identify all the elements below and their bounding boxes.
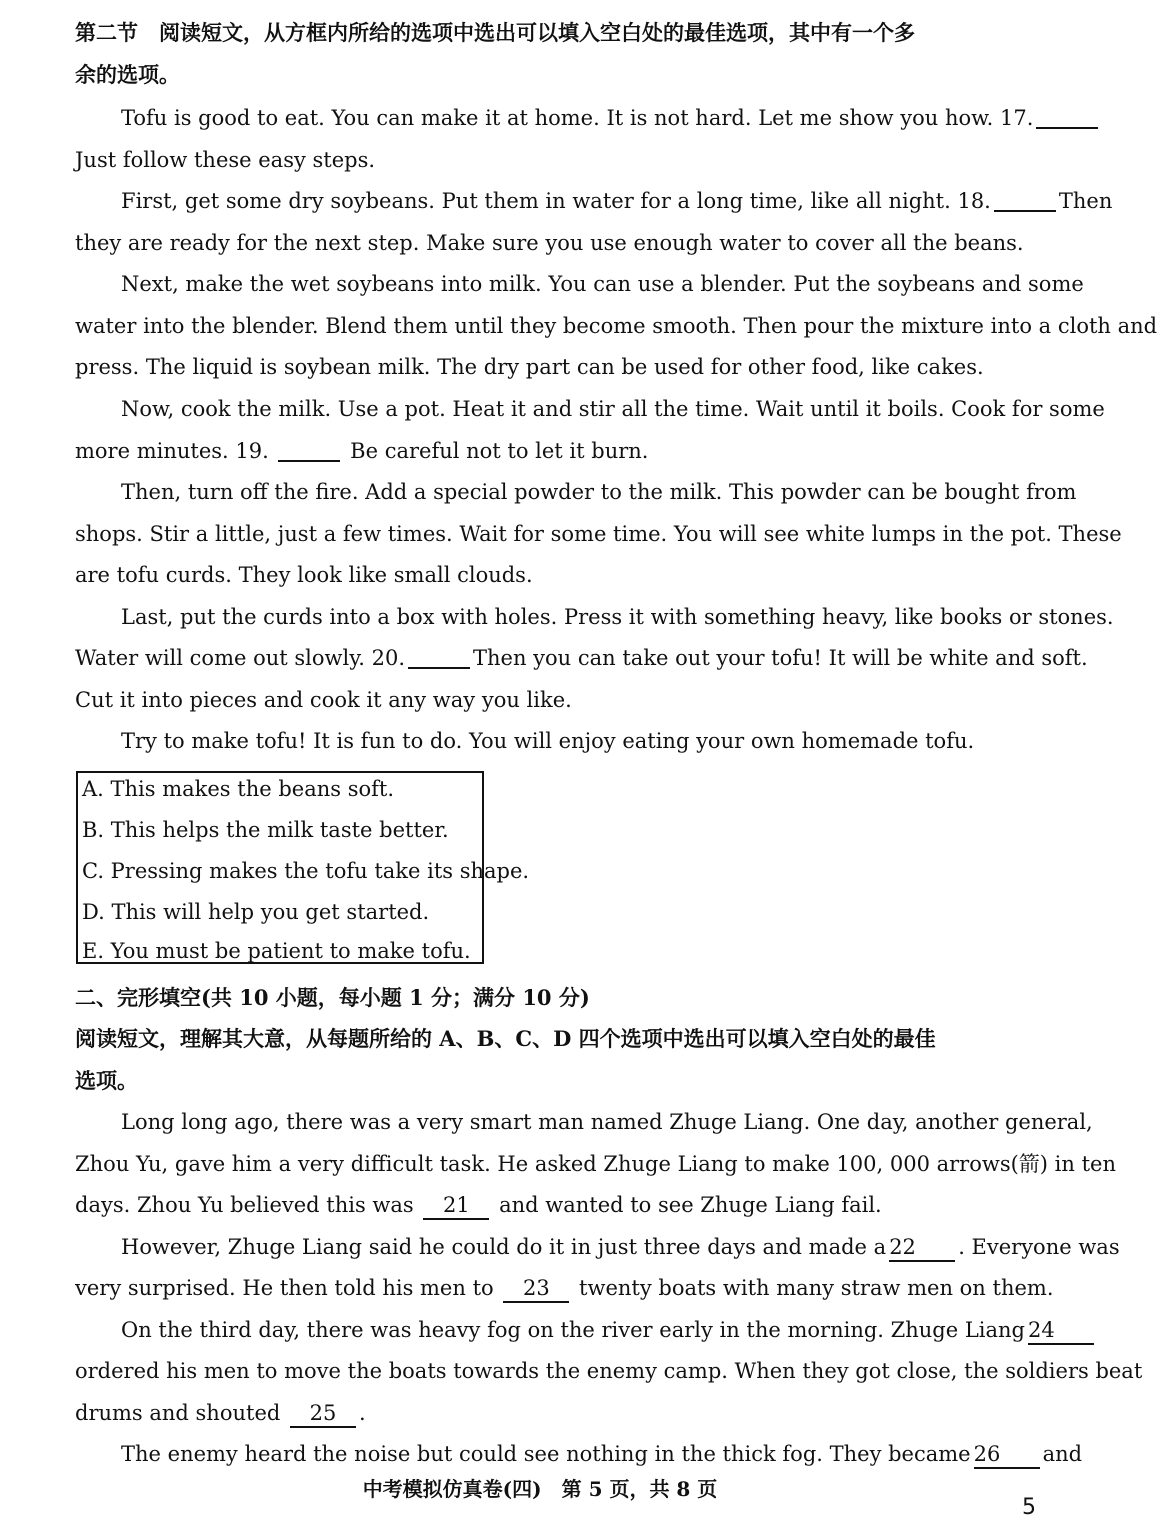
passage-line: Cut it into pieces and cook it any way you like. bbox=[75, 688, 572, 712]
passage-line: Try to make tofu! It is fun to do. You will enjoy eating your own homemade tofu. bbox=[121, 729, 975, 753]
option-b[interactable]: B. This helps the milk taste better. bbox=[82, 818, 449, 842]
section-heading-cont: 余的选项。 bbox=[75, 62, 180, 87]
options-box bbox=[76, 771, 530, 964]
cloze-line: On the third day, there was heavy fog on the river early in the morning. Zhuge Liang 24 bbox=[121, 1315, 1010, 1345]
passage-line: press. The liquid is soybean milk. The dry part can be used for other food, like cakes. bbox=[75, 355, 984, 379]
cloze-instructions-cont: 选项。 bbox=[75, 1068, 138, 1093]
cloze-blank-21[interactable]: 21 bbox=[423, 1192, 489, 1220]
passage-line: Now, cook the milk. Use a pot. Heat it and stir all the time. Wait until it boils. Cook for some bbox=[121, 397, 1105, 421]
answer-blank-20[interactable] bbox=[408, 645, 470, 669]
passage-line: water into the blender. Blend them until they become smooth. Then pour the mixture into a cloth and bbox=[75, 314, 1157, 338]
cloze-line: very surprised. He then told his men to 23 twenty boats with many straw men on them. bbox=[75, 1273, 1010, 1303]
cloze-instructions: 阅读短文，理解其大意，从每题所给的 A、B、C、D 四个选项中选出可以填入空白处的最佳 bbox=[75, 1026, 936, 1051]
cloze-line: Long long ago, there was a very smart man named Zhuge Liang. One day, another general, bbox=[121, 1110, 1093, 1134]
answer-blank-17[interactable] bbox=[1036, 105, 1098, 129]
cloze-line: days. Zhou Yu believed this was 21 and wanted to see Zhuge Liang fail. bbox=[75, 1190, 1010, 1220]
cloze-line: drums and shouted 25 . bbox=[75, 1398, 1010, 1428]
section-heading: 第二节 阅读短文，从方框内所给的选项中选出可以填入空白处的最佳选项，其中有一个多 bbox=[75, 20, 915, 45]
answer-blank-19[interactable] bbox=[278, 438, 340, 462]
cloze-blank-24[interactable]: 24 bbox=[1028, 1317, 1094, 1345]
cloze-blank-23[interactable]: 23 bbox=[503, 1275, 569, 1303]
passage-line: Just follow these easy steps. bbox=[75, 148, 376, 172]
passage-line: Then, turn off the fire. Add a special powder to the milk. This powder can be bought from bbox=[121, 480, 1077, 504]
cloze-line: ordered his men to move the boats towards the enemy camp. When they got close, the soldiers beat bbox=[75, 1359, 1143, 1383]
passage-line: Water will come out slowly. 20. Then you can take out your tofu! It will be white and soft. bbox=[75, 646, 1088, 670]
passage-line: First, get some dry soybeans. Put them in water for a long time, like all night. 18. Then bbox=[121, 189, 1113, 213]
passage-line: Tofu is good to eat. You can make it at home. It is not hard. Let me show you how. 17. bbox=[121, 103, 1010, 133]
passage-line: more minutes. 19. Be careful not to let it burn. bbox=[75, 439, 649, 463]
cloze-line: However, Zhuge Liang said he could do it in just three days and made a 22 . Everyone was bbox=[121, 1232, 1010, 1262]
passage-line: Last, put the curds into a box with holes. Press it with something heavy, like books or stones. bbox=[121, 605, 1114, 629]
cloze-blank-25[interactable]: 25 bbox=[290, 1400, 356, 1428]
cloze-line: Zhou Yu, gave him a very difficult task. He asked Zhuge Liang to make 100, 000 arrows(箭) in ten bbox=[75, 1152, 1116, 1176]
cloze-blank-22[interactable]: 22 bbox=[889, 1234, 955, 1262]
cloze-blank-26[interactable]: 26 bbox=[974, 1441, 1040, 1469]
answer-blank-18[interactable] bbox=[994, 188, 1056, 212]
option-c[interactable]: C. Pressing makes the tofu take its shape. bbox=[82, 859, 530, 883]
option-d[interactable]: D. This will help you get started. bbox=[82, 900, 430, 924]
passage-line: they are ready for the next step. Make sure you use enough water to cover all the beans. bbox=[75, 231, 1024, 255]
cloze-line: The enemy heard the noise but could see nothing in the thick fog. They became 26 and bbox=[121, 1439, 1010, 1469]
option-a[interactable]: A. This makes the beans soft. bbox=[82, 777, 394, 801]
passage-line: are tofu curds. They look like small clouds. bbox=[75, 563, 533, 587]
cloze-heading: 二、完形填空(共 10 小题，每小题 1 分；满分 10 分) bbox=[75, 985, 590, 1010]
passage-line: shops. Stir a little, just a few times. Wait for some time. You will see white lumps in the pot. These bbox=[75, 522, 1122, 546]
passage-line: Next, make the wet soybeans into milk. You can use a blender. Put the soybeans and some bbox=[121, 272, 1084, 296]
page-number: 5 bbox=[1022, 1495, 1036, 1520]
page-footer: 中考模拟仿真卷(四) 第 5 页，共 8 页 bbox=[362, 1477, 718, 1501]
option-e[interactable]: E. You must be patient to make tofu. bbox=[82, 939, 471, 963]
